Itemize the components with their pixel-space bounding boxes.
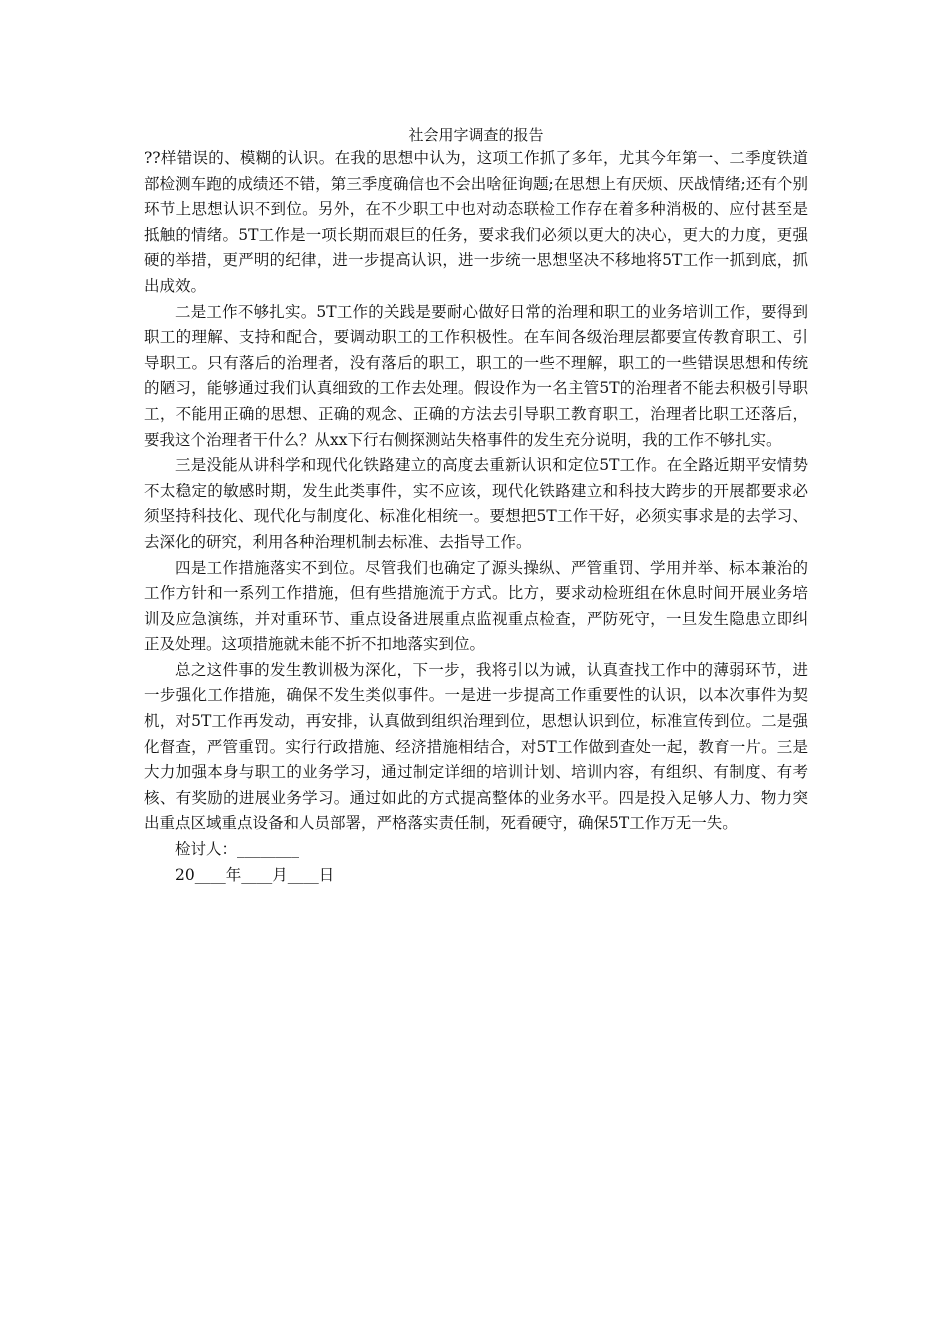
paragraph-continued: ??样错误的、模糊的认识。在我的思想中认为，这项工作抓了多年，尤其今年第一、二季度铁道部检测车跑的成绩还不错，第三季度确信也不会出啥征询题;在思想上有厌烦、厌战情绪;还有个别环节上思想认识不到位。另外，在不少职工中也对动态联检工作存在着多种消极的、应付甚至是抵触的情绪。5T工作是一项长期而艰巨的任务，要求我们必须以更大的决心，更大的力度，更强硬的举措，更严明的纪律，进一步提高认识，进一步统一思想坚决不移地将5T工作一抓到底，抓出成效。 [144,149,808,295]
paragraph-point-two: 二是工作不够扎实。5T工作的关践是要耐心做好日常的治理和职工的业务培训工作，要得到职工的理解、支持和配合，要调动职工的工作积极性。在车间各级治理层都要宣传教育职工、引导职工。只有落后的治理者，没有落后的职工，职工的一些不理解，职工的一些错误思想和传统的陋习，能够通过我们认真细致的工作去处理。假设作为一名主管5T的治理者不能去积极引导职工，不能用正确的思想、正确的观念、正确的方法去引导职工教育职工，治理者比职工还落后，要我这个治理者干什么？从xx下行右侧探测站失格事件的发生充分说明，我的工作不够扎实。 [144,302,808,449]
paragraph-summary: 总之这件事的发生教训极为深化，下一步，我将引以为诫，认真查找工作中的薄弱环节，进一步强化工作措施，确保不发生类似事件。一是进一步提高工作重要性的认识，以本次事件为契机，对5T工作再发动，再安排，认真做到组织治理到位，思想认识到位，标准宣传到位。二是强化督查，严管重罚。实行行政措施、经济措施相结合，对5T工作做到查处一起，教育一片。三是大力加强本身与职工的业务学习，通过制定详细的培训计划、培训内容，有组织、有制度、有考核、有奖励的进展业务学习。通过如此的方式提高整体的业务水平。四是投入足够人力、物力突出重点区域重点设备和人员部署，严格落实责任制，死看硬守，确保5T工作万无一失。 [144,660,808,833]
date-line: 20____年____月____日 [175,865,335,884]
signature-line: 检讨人：________ [175,840,300,859]
document-page [144,124,808,888]
paragraph-point-four: 四是工作措施落实不到位。尽管我们也确定了源头操纵、严管重罚、学用并举、标本兼治的工作方针和一系列工作措施，但有些措施流于方式。比方，要求动检班组在休息时间开展业务培训及应急演练，并对重环节、重点设备进展重点监视重点检查，严防死守，一旦发生隐患立即纠正及处理。这项措施就未能不折不扣地落实到位。 [144,558,808,654]
document-title: 社会用字调查的报告 [408,126,544,144]
paragraph-point-three: 三是没能从讲科学和现代化铁路建立的高度去重新认识和定位5T工作。在全路近期平安情势不太稳定的敏感时期，发生此类事件，实不应该，现代化铁路建立和科技大跨步的开展都要求必须坚持科技化、现代化与制度化、标准化相统一。要想把5T工作干好，必须实事求是的去学习、去深化的研究，利用各种治理机制去标准、去指导工作。 [144,456,808,551]
